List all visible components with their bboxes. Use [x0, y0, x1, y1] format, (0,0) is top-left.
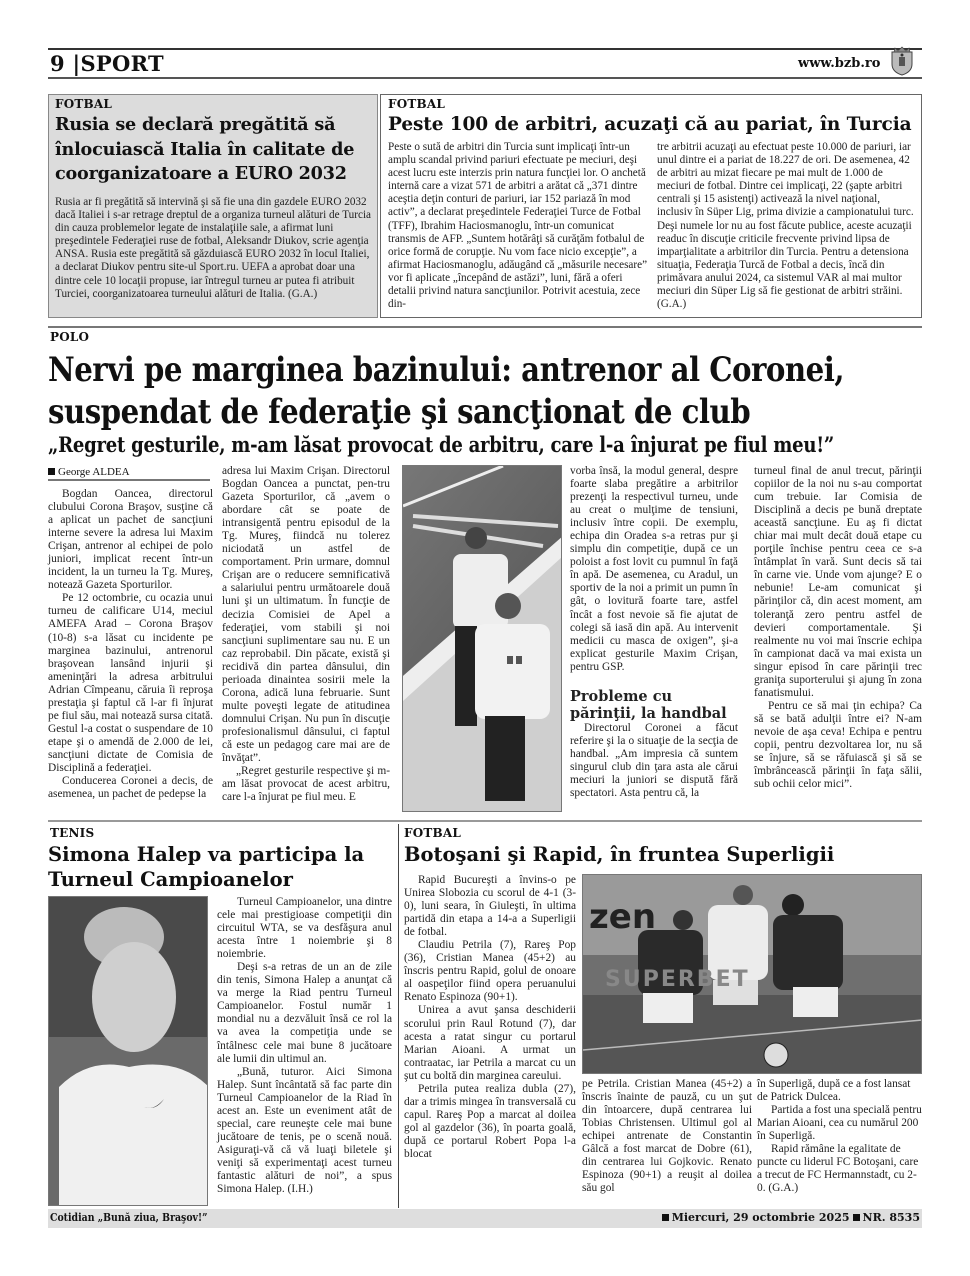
article-polo-col4-p1: turneul final de anul trecut, părinţii copiilor de la noi nu s-au comportat cum trebuie. Iar Comisia de Disciplină a decis pe bună dreptate această sancţiune. Eu aş fi dictat chiar mai mult decât două etape cu porţile închise pentru ceea ce s-a întâmplat în vară. Sunt decis să tai în carne vie. Unde vom ajunge? E o nebunie! Le-am comunicat şi părinţilor că, din acest moment, am toleranţă zero pentru astfel de devieri comportamentale. Şi realmente nu voi mai înscrie echipa în campionat dacă va mai exista un singur episod în care părinţii trec graniţa suporterului şi ajung în zona fanatismului.	[754, 465, 922, 699]
header-bottom-rule	[48, 77, 922, 79]
footer-square-icon	[662, 1214, 669, 1221]
footer-publication: Cotidian „Bună ziua, Braşov!”	[50, 1211, 208, 1224]
article-turkey-kicker: FOTBAL	[388, 97, 445, 111]
footer-square-icon	[853, 1214, 860, 1221]
article-tenis-p2: Deşi s-a retras de un an de zile din tenis, Simona Halep a anunţat că va merge la Riad pentru Turneul Campioanelor. Fostul număr 1 mondial nu a dezvăluit însă ce rol la va avea la competiţia unde se întâlnesc cele mai bune 8 jucătoare ale lumii din ultimul an.	[217, 961, 392, 1065]
article-polo-col1-p1: Bogdan Oancea, directorul clubului Corona Braşov, susţine că a aplicat un pachet de sancţiuni interne severe la adresa lui Maxim Crişan, antrenor al echipei de polo juniori, implicat recent într-un incident, la un turneu la Tg. Mureş, notează Gazeta Sporturilor.	[48, 488, 213, 592]
article-russia-title[interactable]: Rusia se declară pregătită să înlocuiască Italia în calitate de coorganizatoare a EURO 2032	[55, 114, 355, 184]
footer-issue-number: NR. 8535	[862, 1211, 920, 1224]
page-section-label: 9 |SPORT	[50, 51, 164, 76]
section-divider	[48, 820, 922, 822]
photo-sponsor-text-superbet: SUPERBET	[605, 967, 750, 992]
article-polo-col2-p1: adresa lui Maxim Crişan. Directorul Bogdan Oancea a punctat, pen-tru Gazeta Sporturilor, că „avem o abordare cât se poate de intransigentă pentru episodul de la Tg. Mureş, fiindcă nu tolerez niciodată un astfel de comportament. Prin urmare, domnul Crişan are o reducere semnificativă a salariului pentru următoarele două luni şi un ultimatum. În funcţie de decizia Comisiei de Apel a federaţiei, vom stabili şi noi sancţiuni suplimentare sau nu. E un caz reprobabil. Din păcate, există şi recidivă din partea dânsului, din perioada dinaintea sosirii mele la Corona, adică luna februarie. Sunt multe poveşti legate de atitudinea domnului Crişan. Nu pun în discuţie profesionalismul dânsului, ci faptul că este un pedagog care mai are de învăţat”.	[222, 465, 390, 765]
article-superliga-title[interactable]: Botoşani şi Rapid, în fruntea Superligii	[404, 843, 835, 866]
article-superliga-col2-p1: pe Petrila. Cristian Manea (45+2) a înscris înainte de pauză, cu un şut din întoarcere, după centrarea lui Tobias Christensen. Ultimul gol al echipei antrenate de Constantin Gâlcă a fost marcat de Dobre (61), din centrarea lui Gojkovic. Renato Espinoza (90+1) a reuşit al doilea său gol	[582, 1078, 752, 1195]
footer-date: Miercuri, 29 octombrie 2025	[671, 1211, 850, 1224]
article-polo-col2-p2: „Regret gesturile respective şi m-am lăsat provocat de acest arbitru, care l-a înjurat pe fiul meu. E	[222, 765, 390, 804]
article-superliga-col2	[582, 1078, 752, 1195]
article-superliga-col1	[404, 874, 576, 1161]
article-polo-byline	[48, 466, 210, 481]
article-polo-col1-p3: Conducerea Coronei a decis, de asemenea, un pachet de pedepse la	[48, 775, 213, 801]
article-superliga-col1-p4: Petrila putea realiza dubla (27), dar a trimis mingea în transversală cu capul. Rareş Pop a marcat al doilea gol al gazdelor (36), în poarta goală, după ce portarul Robert Popa l-a blocat	[404, 1082, 576, 1160]
article-tenis-p1: Turneul Campioanelor, una dintre cele mai prestigioase competiţii din circuitul WTA, se va desfăşura anul acesta între 1 noiembrie şi 8 noiembrie.	[217, 896, 392, 961]
article-tenis-title[interactable]: Simona Halep va participa la Turneul Campioanelor	[48, 843, 365, 891]
article-polo-col2	[222, 465, 390, 804]
simona-halep-photo	[48, 896, 208, 1206]
article-russia-kicker: FOTBAL	[55, 97, 112, 111]
article-superliga-col3-p3: Rapid rămâne la egalitate de puncte cu liderul FC Botoşani, care a trecut de FC Hermannstadt, cu 2-0. (G.A.)	[757, 1143, 919, 1195]
article-polo-title-line2[interactable]: suspendat de federaţie şi sancţionat de club	[48, 392, 751, 432]
article-superliga-kicker: FOTBAL	[404, 826, 461, 840]
article-polo-col4	[754, 465, 922, 791]
article-turkey-col1: Peste o sută de arbitri din Turcia sunt implicaţi într-un amplu scandal privind pariuri efectuate pe meciuri, deşi acest lucru este interzis prin natura funcţiei lor. O anchetă internă care a vizat 571 de arbitri a arătat că „371 dintre aceştia deţin conturi de pariuri, iar 152 pariază în mod activ”, a declarat preşedintele Federaţiei Turce de Fotbal (TFF), Ibrahim Haciosmanoglu, într-un comunicat transmis de AFP. „Suntem hotărâţi să curăţăm fotbalul de orice formă de corupţie. Nu vom face nicio excepţie”, a afirmat Haciosmanoglu, adăugând că „măsurile necesare” vor fi aplicate „începând de astăzi”, luni, fără a oferi detalii privind natura sancţiunilor. Potrivit acestuia, zece din-	[388, 141, 648, 311]
article-polo-kicker: POLO	[50, 330, 90, 344]
article-turkey-col2: tre arbitrii acuzaţi au efectuat peste 10.000 de pariuri, iar unul dintre ei a pariat de 18.227 de ori. De asemenea, 42 de arbitri au mizat fiecare pe mai mult de 1.000 de meciuri de fotbal. Dintre cei implicaţi, 22 (şapte arbitri centrali şi 15 asistenţi) activează la nivel naţional, inclusiv în Süper Lig, prima divizie a campionatului turc. Deşi numele lor nu au fost făcute publice, aceste acuzaţii readuc în discuţie criticile frecvente privind lipsa de imparţialitate a arbitrilor din Turcia. Pentru a detensiona situaţia, Federaţia Turcă de Fotbal a decis, încă din primăvara anului 2024, ca sistemul VAR al mai multor meciuri din Süper Lig să fie gestionat de arbitri străini. (G.A.)	[657, 141, 914, 311]
header-top-rule	[48, 48, 922, 50]
article-superliga-col1-p3: Unirea a avut şansa deschiderii scorului prin Raul Rotund (7), dar acesta a ratat singur cu portarul Marian Aioani. A urmat un contraatac, iar Petrila a marcat cu un şut cu boltă din marginea careului.	[404, 1004, 576, 1082]
footer-issue-info	[659, 1211, 920, 1224]
article-superliga-col1-p2: Claudiu Petrila (7), Rareş Pop (36), Cristian Manea (45+2) au înscris pentru Rapid, golul de onoare al oaspeţilor fiind opera peruanului Renato Espinoza (90+1).	[404, 939, 576, 1004]
article-polo-col3-p2: Directorul Coronei a făcut referire şi la o situaţie de la secţia de handbal. „Am impresia că suntem singurul club din ţara asta ale cărui meciuri la juniori se dispută fără spectatori. Asta pentru că, la	[570, 721, 738, 799]
article-russia-body: Rusia ar fi pregătită să intervină şi să fie una din gazdele EURO 2032 dacă Italiei i s-ar retrage dreptul de a organiza turneul alături de Turcia din cauza problemelor legate de instalaţiile sale, a afirmat luni preşedintele Federaţiei ruse de fotbal, Aleksandr Diukov, scrie agenţia ANSA. Rusia este pregătită să găzduiască EURO 2032 în locul Italiei, a declarat Diukov pentru site-ul Sport.ru. UEFA a aprobat doar una dintre cele 10 locaţii propuse, iar întregul turneu ar putea fi atribuit Turciei, coorganizatoarea turneului alături de Italia. (G.A.)	[55, 196, 372, 300]
football-match-photo	[582, 874, 922, 1074]
article-polo-title-line1[interactable]: Nervi pe marginea bazinului: antrenor al Coronei,	[48, 350, 844, 390]
brasov-coat-of-arms-icon	[889, 46, 915, 76]
article-superliga-col3-p1: în Superligă, după ce a fost lansat de Patrick Dulcea.	[757, 1078, 911, 1104]
byline-square-icon	[48, 468, 55, 475]
article-polo-col1	[48, 488, 213, 801]
article-tenis-kicker: TENIS	[50, 826, 95, 840]
article-polo-subtitle: „Regret gesturile, m-am lăsat provocat de arbitru, care l-a înjurat pe fiul meu!”	[48, 432, 835, 457]
section-divider	[48, 326, 922, 328]
article-polo-col3-p1: vorba însă, la modul general, despre foarte slaba pregătire a arbitrilor prezenţi la respectivul turneu, unde au creat o mulţime de tensiuni, inclusiv între copii. De exemplu, echipa din Oradea s-a retras pur şi simplu din competiţie, după ce un poloist a fost lovit cu pumnul în faţă în apă. De asemenea, cu Aradul, un sportiv de la noi a primit un pumn în gât, o lovitură foarte tare, astfel încât a fost nevoie să fie ajutat de colegi să iasă din apă. Au intervenit medicii cu masca de oxigen”, şi-a explicat gesturile Maxim Crişan, pentru GSP.	[570, 465, 738, 673]
article-superliga-col1-p1: Rapid Bucureşti a învins-o pe Unirea Slobozia cu scorul de 4-1 (3-0), luni seara, în Giuleşti, în ultima partidă din etapa a 14-a a Superligii de fotbal.	[404, 874, 576, 939]
byline-author: George ALDEA	[58, 466, 130, 478]
article-superliga-col3-p2: Partida a fost una specială pentru Marian Aioani, cea cu numărul 200 în Superligă.	[757, 1104, 922, 1143]
article-turkey-title[interactable]: Peste 100 de arbitri, acuzaţi că au pariat, în Turcia	[388, 114, 912, 135]
polo-coaches-photo	[402, 465, 562, 812]
article-tenis-p3: „Bună, tuturor. Aici Simona Halep. Sunt încântată să fac parte din Turneul Campioanelor de la Riad în acest an. Este un eveniment atât de special, care reuneşte cele mai bune jucătoare de tenis, pe o scenă nouă. Asiguraţi-vă că vă luaţi biletele şi veniţi să experimentaţi acest turneu fantastic alături de noi”, a spus Simona Halep. (I.H.)	[217, 1065, 392, 1196]
article-polo-col4-p2: Pentru ce să mai ţin echipa? Ca să se bată adulţii între ei? N-am nevoie de aşa ceva! Echipa e pentru copii, pentru dezvoltarea lor, nu să se înjure, să se răfuiască şi să se îmbrâncească părinţii în faţa sălii, sub ochii celor mici”.	[754, 699, 922, 791]
article-polo-col1-p2: Pe 12 octombrie, cu ocazia unui turneu de calificare U14, meciul AMEFA Arad – Corona Braşov (10-8) s-a lăsat cu incidente pe marginea bazinului, antrenorul braşovean lansând injurii şi ameninţări la adresa arbitrului Adrian Cîmpeanu, căruia îi reproşa prestaţia şi faptul că l-ar fi înjurat pe fiul său, mai notează sursa citată. Gestul l-a costat o suspendare de 10 etape şi o amendă de 2.000 de lei, sancţiuni dictate de Comisia de Disciplină a federaţiei.	[48, 592, 213, 774]
article-polo-subhead: Probleme cu părinţii, la handbal	[570, 687, 727, 722]
article-tenis-body	[217, 896, 392, 1196]
article-polo-col3	[570, 465, 738, 800]
article-superliga-col3	[757, 1078, 922, 1195]
column-divider	[398, 824, 399, 1208]
site-url[interactable]: www.bzb.ro	[798, 56, 881, 71]
photo-sponsor-text-zen: zen	[589, 897, 657, 937]
